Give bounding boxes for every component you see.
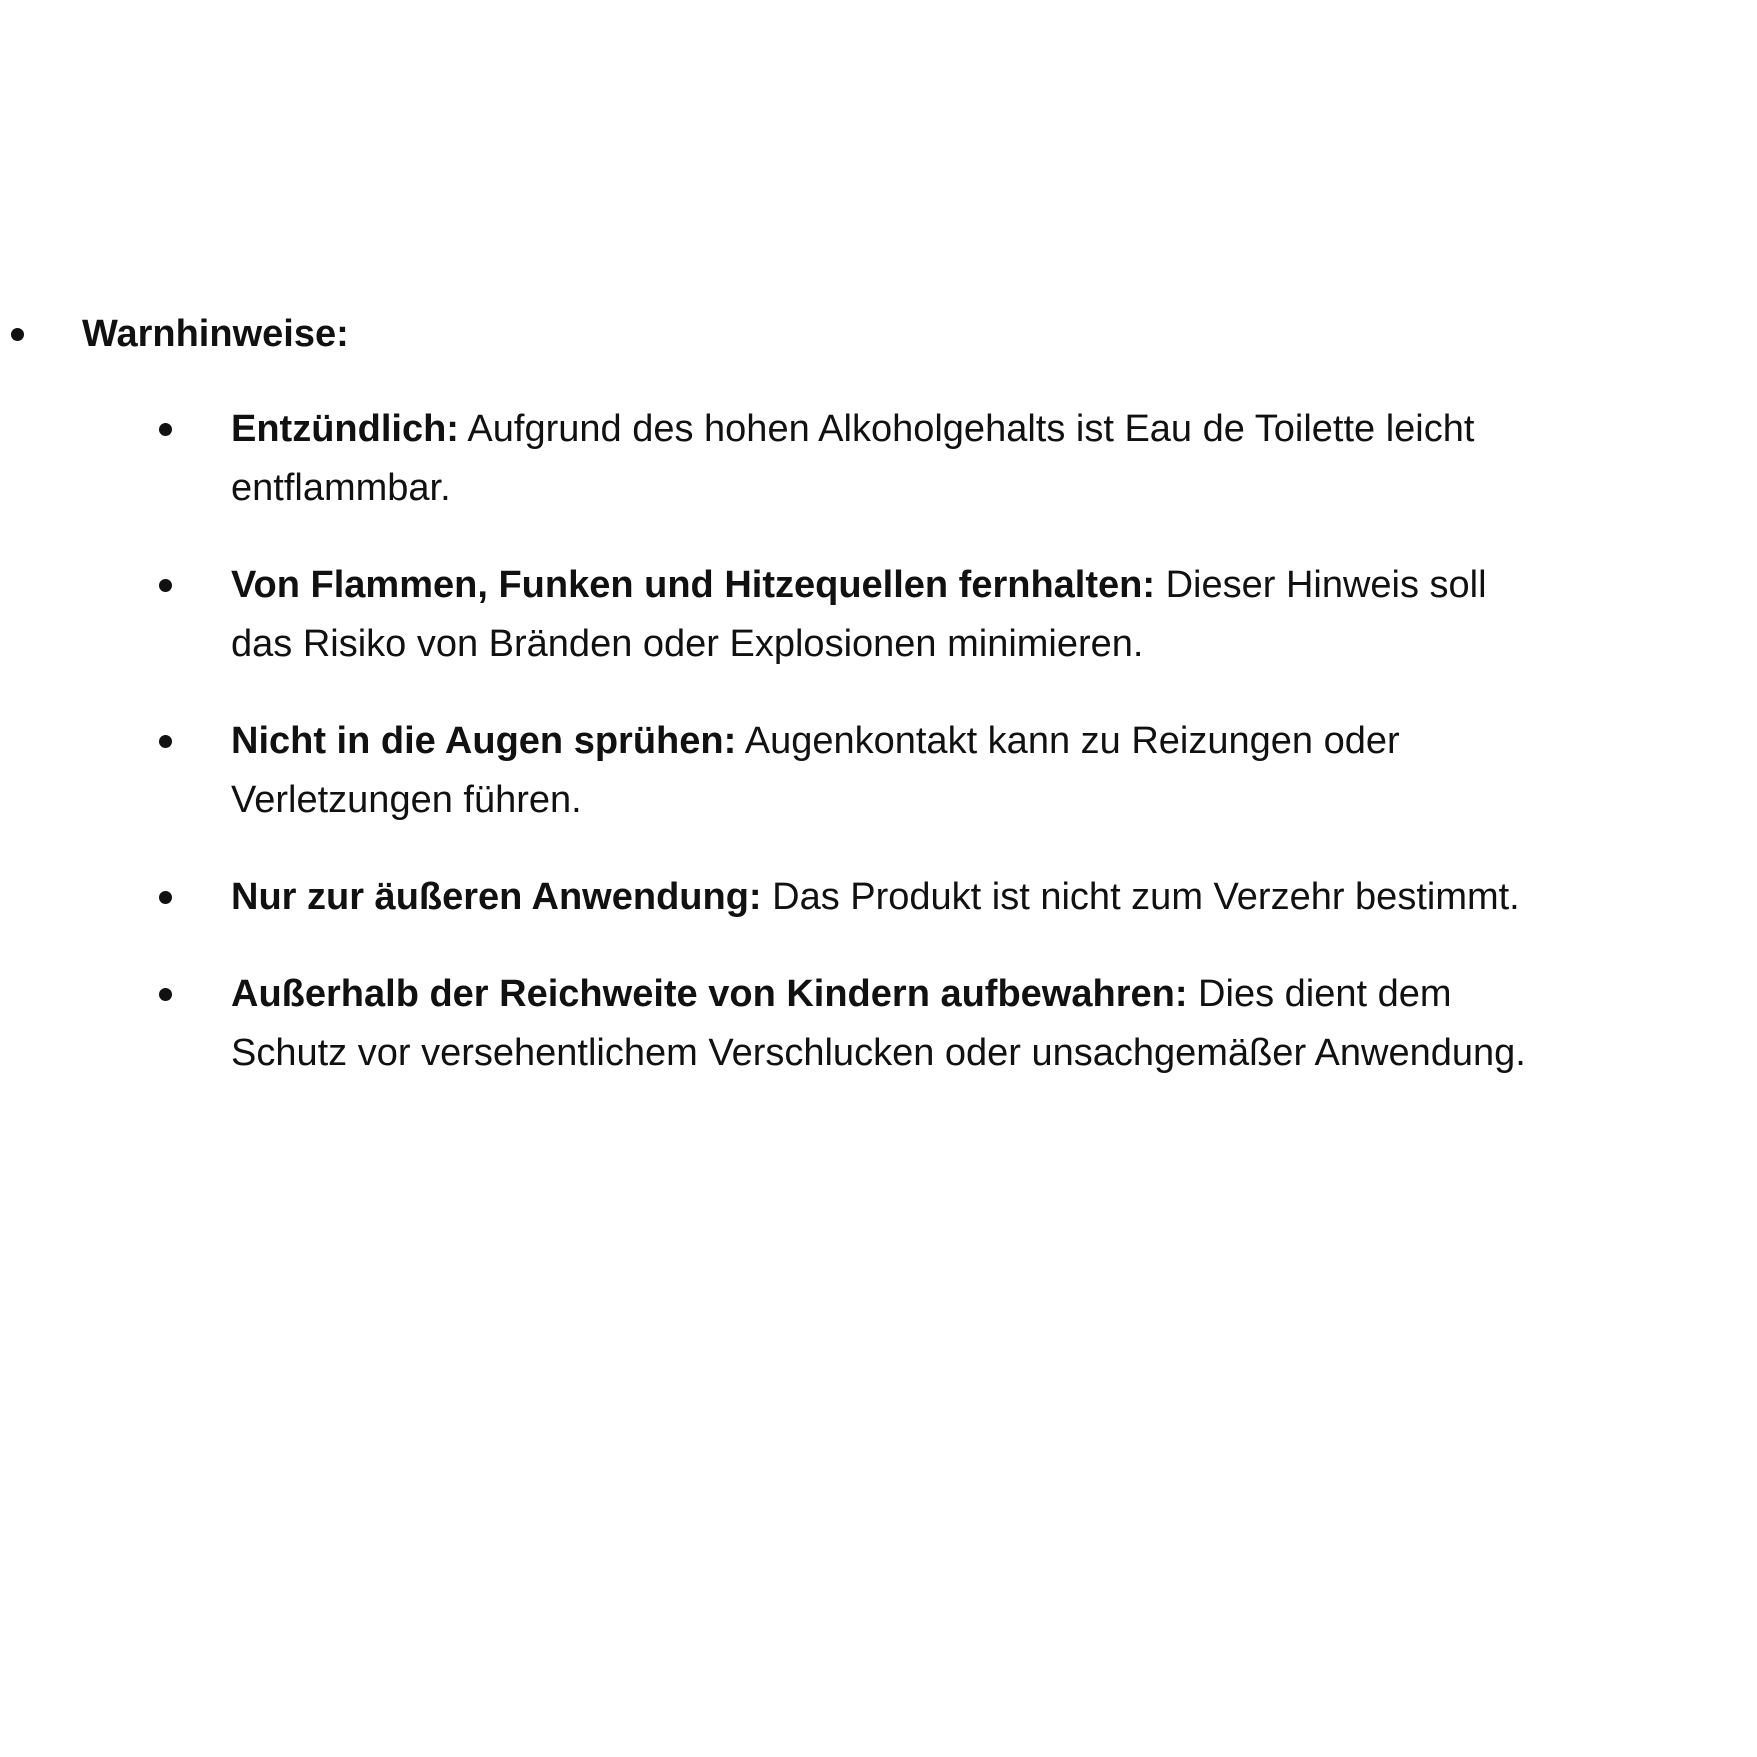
warnings-heading: Warnhinweise: — [82, 313, 349, 355]
list-item-label: Von Flammen, Funken und Hitzequellen fernhalten: — [231, 564, 1156, 606]
list-item-text — [231, 400, 1526, 518]
list-item — [0, 868, 1526, 927]
list-item-label: Nur zur äußeren Anwendung: — [231, 876, 762, 918]
list-item-text — [231, 868, 1526, 927]
bullet-icon — [159, 988, 172, 1001]
bullet-icon — [159, 891, 172, 904]
list-item-description: Aufgrund des hohen Alkoholgehalts ist Eau de Toilette leicht entflammbar. — [231, 408, 1475, 509]
bullet-icon — [159, 579, 172, 592]
list-item-label: Nicht in die Augen sprühen: — [231, 720, 737, 762]
list-item-label: Entzündlich: — [231, 408, 459, 450]
list-item-label: Außerhalb der Reichweite von Kindern aufbewahren: — [231, 973, 1188, 1015]
list-item-description: Dies dient dem Schutz vor versehentlichem Verschlucken oder unsachgemäßer Anwendung. — [231, 973, 1526, 1074]
list-item — [0, 712, 1526, 830]
list-item-description: Das Produkt ist nicht zum Verzehr bestimmt. — [761, 876, 1520, 918]
bullet-icon — [159, 735, 172, 748]
list-item-text — [231, 965, 1526, 1083]
warnings-list — [0, 400, 1757, 1121]
bullet-icon — [159, 423, 172, 436]
list-item — [0, 556, 1526, 674]
list-item — [0, 965, 1526, 1083]
list-item-text — [231, 712, 1526, 830]
list-item-description: Augenkontakt kann zu Reizungen oder Verletzungen führen. — [231, 720, 1400, 821]
list-item — [0, 400, 1526, 518]
list-item-text — [231, 556, 1526, 674]
bullet-icon — [11, 328, 24, 341]
list-item-description: Dieser Hinweis soll das Risiko von Bränden oder Explosionen minimieren. — [231, 564, 1487, 665]
